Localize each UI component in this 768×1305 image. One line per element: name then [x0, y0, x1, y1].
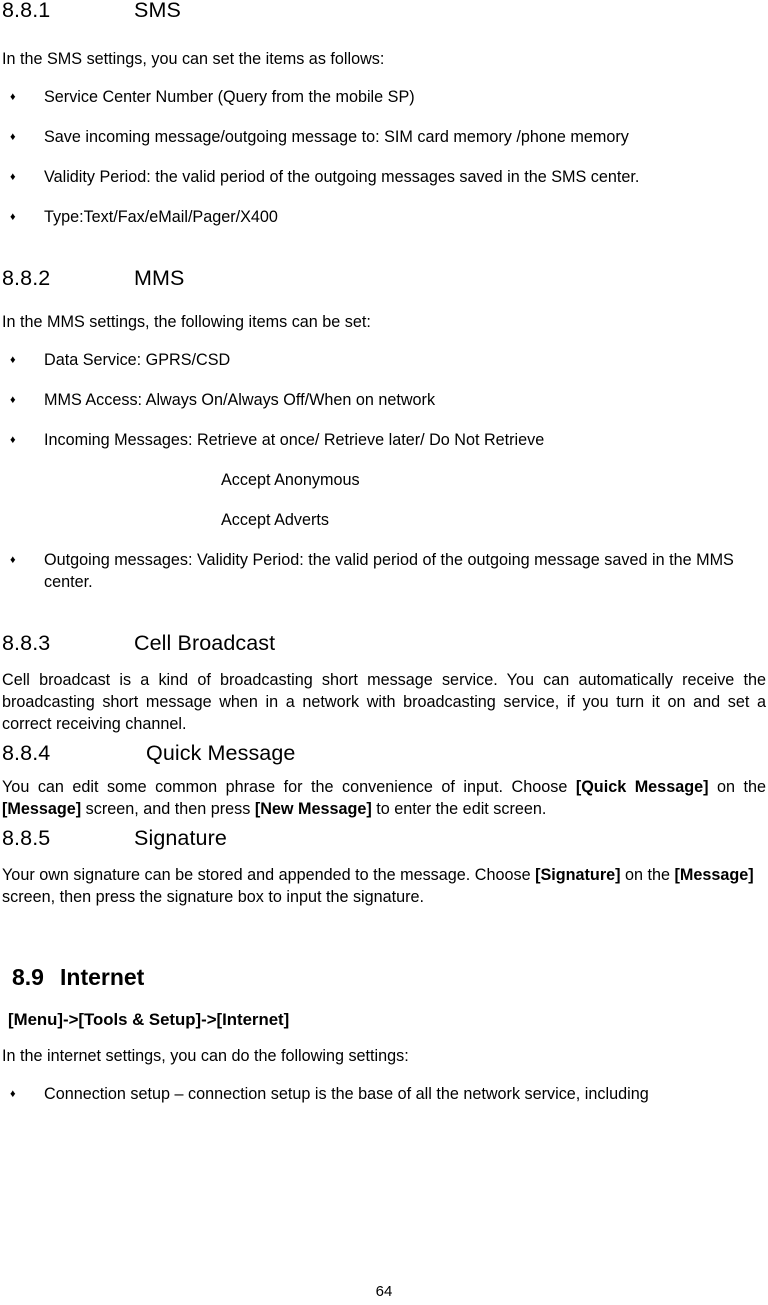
list-item-label: Save incoming message/outgoing message to: SIM card memory /phone memory — [44, 127, 629, 146]
page-number: 64 — [375, 1283, 393, 1300]
sms-intro-paragraph: In the SMS settings, you can set the items as follows: — [2, 49, 385, 68]
mms-accept-anonymous-line: Accept Anonymous — [221, 471, 360, 489]
quick-message-paragraph — [2, 776, 766, 820]
text-run: Your own signature can be stored and appended to the message. Choose — [2, 865, 536, 884]
diamond-bullet-icon: ♦ — [10, 394, 16, 406]
heading-8-9-internet — [2, 963, 766, 990]
heading-title: Cell Broadcast — [134, 631, 276, 655]
diamond-bullet-icon: ♦ — [10, 354, 16, 366]
list-item — [2, 126, 766, 148]
list-item-label: Outgoing messages: Validity Period: the valid period of the outgoing message saved in the MMS center. — [44, 551, 734, 591]
list-item — [2, 1083, 766, 1105]
heading-title: MMS — [134, 265, 185, 290]
text-run-bold: [Message] — [2, 800, 82, 818]
internet-intro-paragraph: In the internet settings, you can do the following settings: — [2, 1046, 409, 1065]
text-run: screen, and then press — [81, 800, 255, 818]
list-item — [2, 389, 766, 411]
list-item-label: Type:Text/Fax/eMail/Pager/X400 — [44, 207, 278, 226]
heading-8-8-4-quick-message — [2, 740, 766, 765]
list-item — [2, 549, 766, 593]
list-item-label: Incoming Messages: Retrieve at once/ Retrieve later/ Do Not Retrieve — [44, 431, 545, 449]
list-item-label: MMS Access: Always On/Always Off/When on network — [44, 391, 436, 409]
diamond-bullet-icon: ♦ — [10, 210, 16, 223]
heading-8-8-1-sms — [2, 0, 766, 22]
internet-bullet-list — [2, 1083, 766, 1105]
list-item — [2, 349, 766, 371]
text-run: on the — [708, 778, 766, 796]
heading-number: 8.9 — [12, 963, 44, 990]
text-run-bold: [Quick Message] — [575, 778, 709, 796]
heading-number: 8.8.3 — [2, 631, 51, 655]
diamond-bullet-icon: ♦ — [10, 170, 16, 183]
list-item-label: Service Center Number (Query from the mobile SP) — [44, 87, 415, 106]
list-item-label: Validity Period: the valid period of the outgoing messages saved in the SMS center. — [44, 167, 640, 186]
heading-8-8-5-signature — [2, 828, 766, 850]
mms-accept-adverts-line: Accept Adverts — [221, 511, 329, 529]
heading-title: Signature — [134, 826, 227, 850]
text-run: You can edit some common phrase for the convenience of input. Choose — [2, 778, 576, 796]
heading-title: Internet — [60, 963, 145, 990]
diamond-bullet-icon: ♦ — [10, 434, 16, 446]
diamond-bullet-icon: ♦ — [10, 130, 16, 143]
text-run: to enter the edit screen. — [371, 800, 547, 818]
heading-title: Quick Message — [146, 740, 296, 765]
diamond-bullet-icon: ♦ — [10, 90, 16, 103]
list-item — [2, 86, 766, 108]
heading-number: 8.8.2 — [2, 265, 51, 290]
list-item — [2, 166, 766, 188]
signature-paragraph — [2, 864, 766, 908]
text-run: on the — [620, 865, 675, 884]
text-run-bold: [New Message] — [254, 800, 372, 818]
mms-bullet-list — [2, 349, 766, 451]
cell-broadcast-paragraph: Cell broadcast is a kind of broadcasting short message service. You can automatically receive the broadcasting short message when in a network with broadcasting service, if you turn it on and set a correct receiving channel. — [2, 670, 766, 733]
heading-title: SMS — [134, 0, 181, 22]
diamond-bullet-icon: ♦ — [10, 1087, 16, 1100]
text-run: screen, then press the signature box to input the signature. — [2, 887, 425, 906]
sms-bullet-list — [2, 86, 766, 228]
heading-number: 8.8.5 — [2, 826, 51, 850]
text-run-bold: [Message] — [674, 865, 754, 884]
diamond-bullet-icon: ♦ — [10, 554, 16, 566]
mms-intro-paragraph: In the MMS settings, the following items can be set: — [2, 313, 371, 331]
text-run-bold: [Signature] — [535, 865, 621, 884]
heading-number: 8.8.4 — [2, 740, 51, 765]
mms-bullet-list-continued — [2, 549, 766, 593]
heading-8-8-3-cell-broadcast — [2, 633, 766, 655]
list-item-label: Connection setup – connection setup is the base of all the network service, including — [44, 1084, 649, 1103]
list-item-label: Data Service: GPRS/CSD — [44, 351, 231, 369]
breadcrumb: [Menu]->[Tools & Setup]->[Internet] — [8, 1009, 290, 1029]
heading-number: 8.8.1 — [2, 0, 51, 22]
list-item — [2, 206, 766, 228]
list-item — [2, 429, 766, 451]
heading-8-8-2-mms — [2, 265, 766, 290]
